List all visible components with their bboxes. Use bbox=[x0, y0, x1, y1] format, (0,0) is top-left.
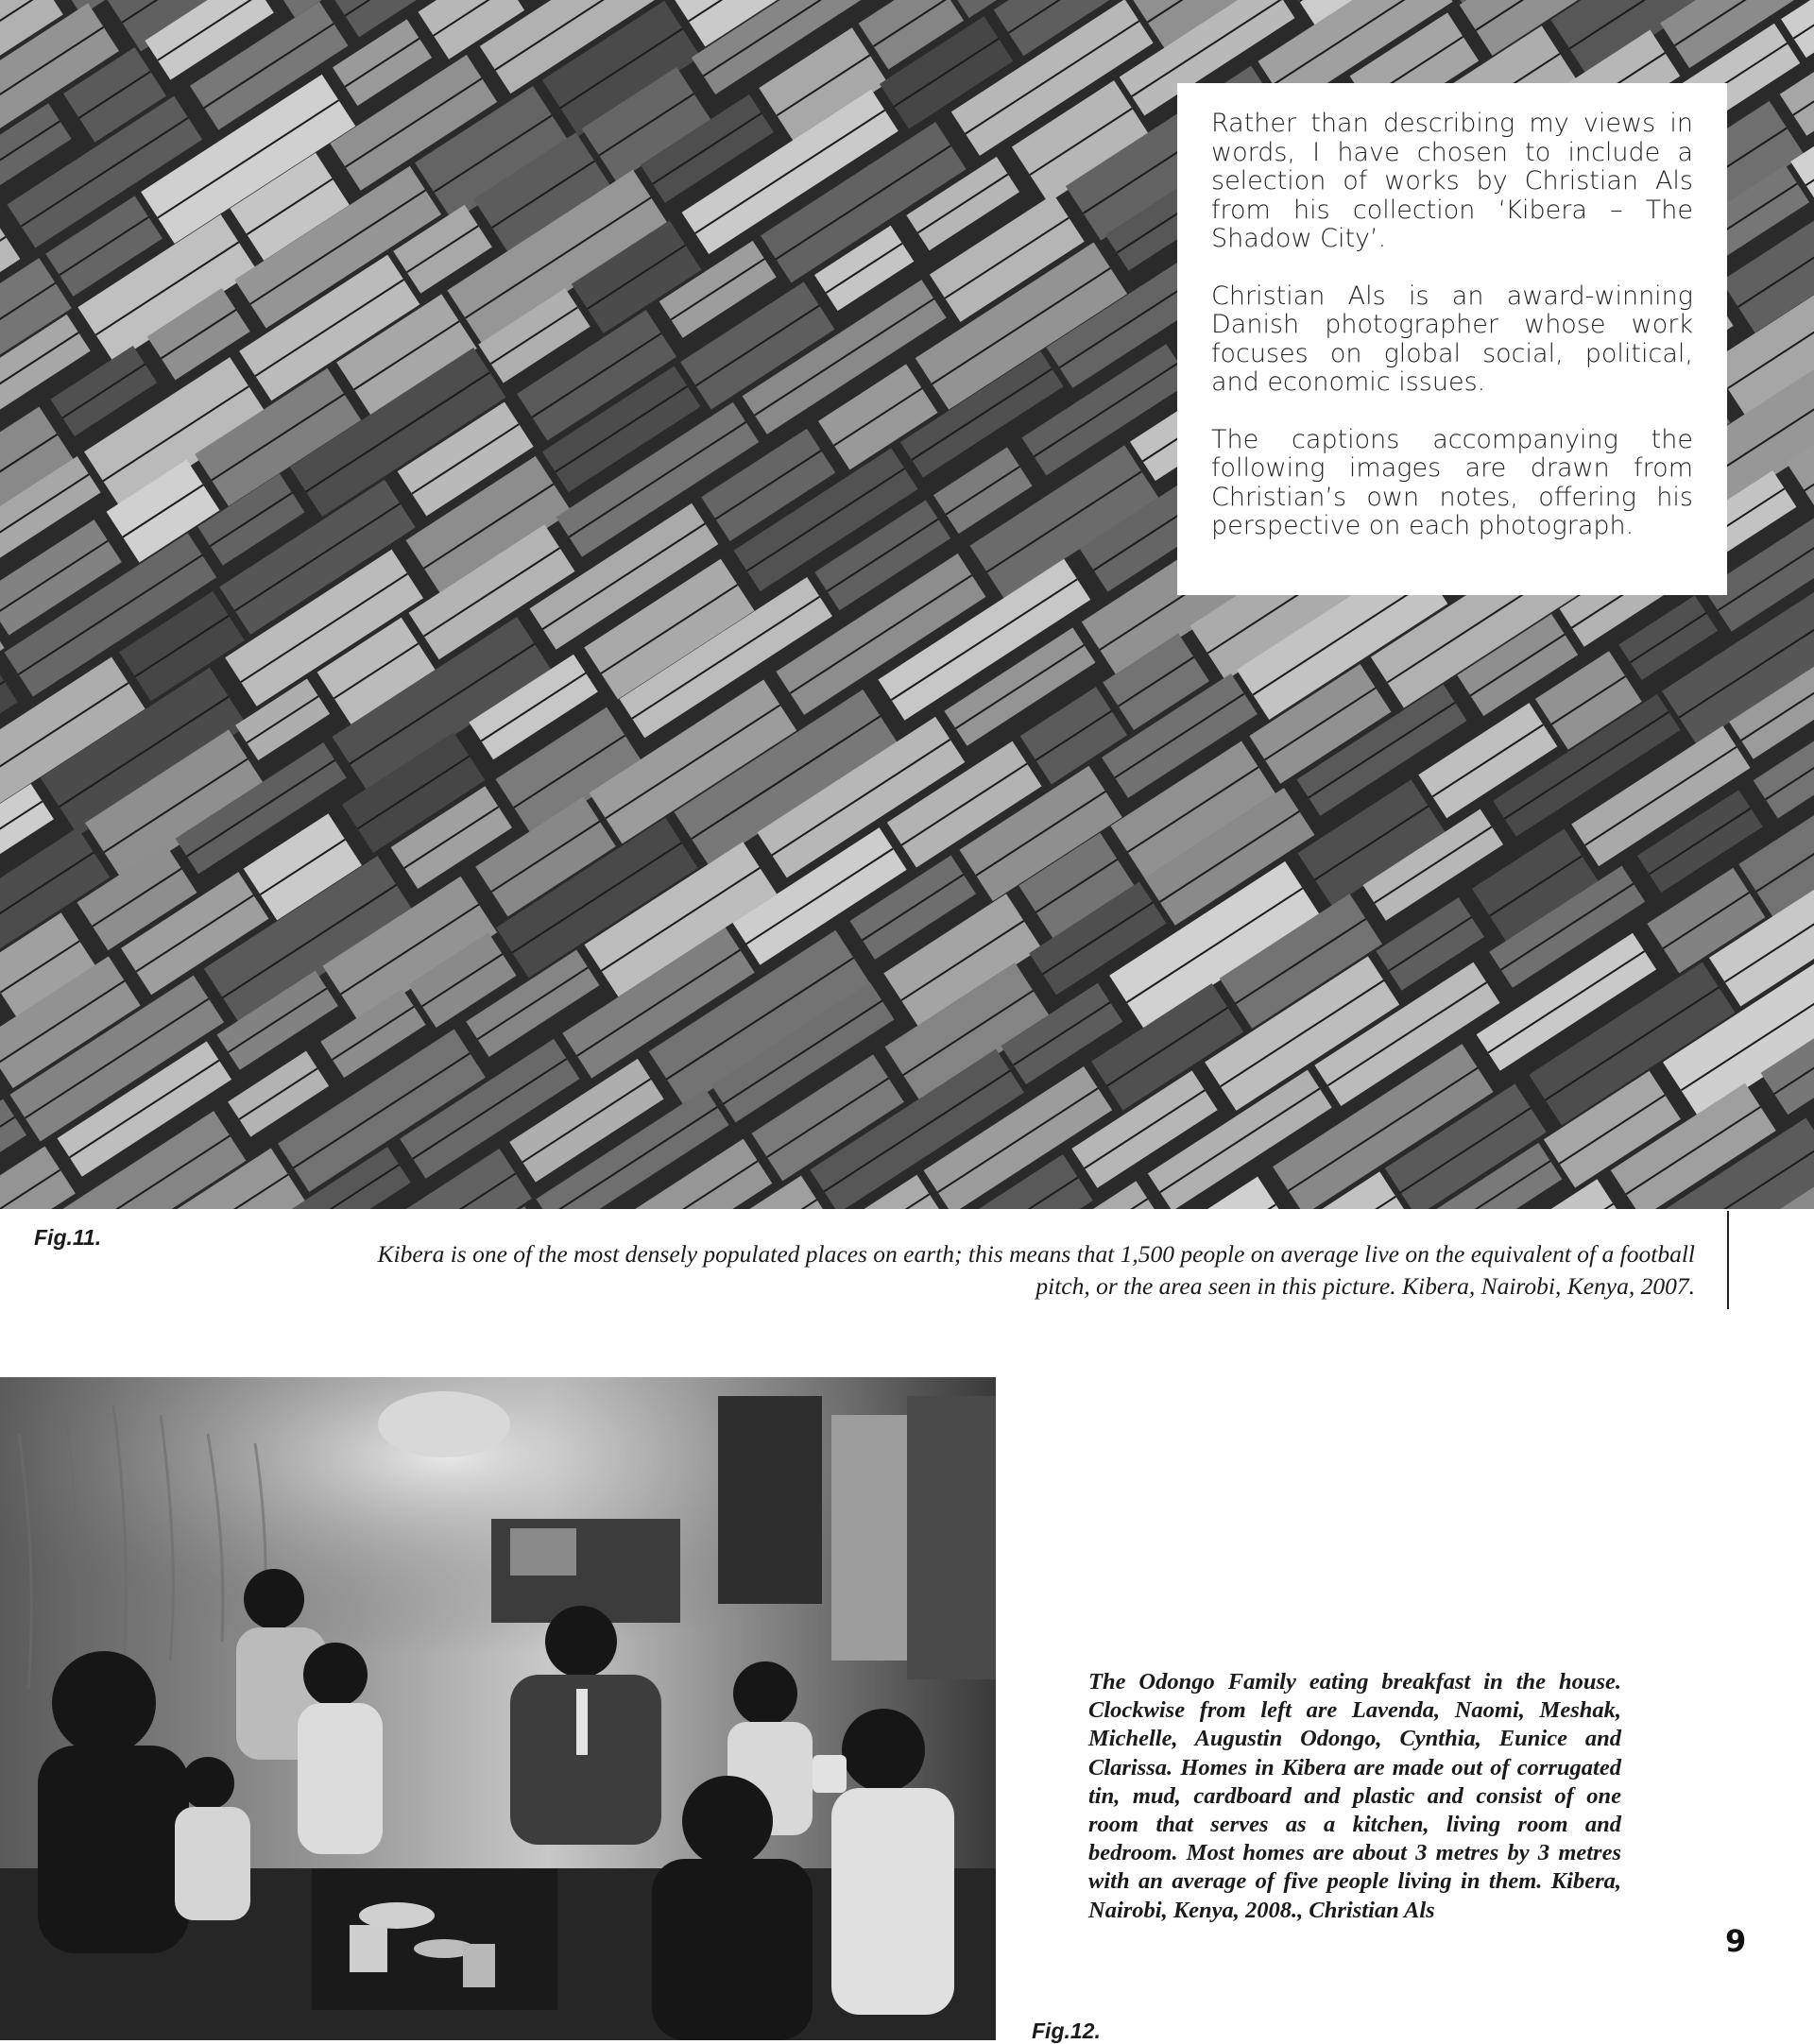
intro-paragraph-2: Christian Als is an award-winning Danish photographer whose work focuses on global social, political, and economic issues. bbox=[1211, 281, 1693, 397]
intro-paragraph-3: The captions accompanying the following images are drawn from Christian’s own notes, offering his perspective on each photograph. bbox=[1211, 424, 1693, 540]
family-photo-graphic bbox=[0, 1377, 996, 2040]
family-breakfast-photo bbox=[0, 1377, 996, 2040]
page-number: 9 bbox=[1725, 1923, 1747, 1959]
intro-paragraph-1: Rather than describing my views in words, I have chosen to include a selection of works by Christian Als from his collection ‘Kibera – The Shadow City’. bbox=[1211, 109, 1693, 253]
figure-11-label: Fig.11. bbox=[34, 1225, 102, 1250]
caption-divider-rule bbox=[1727, 1211, 1729, 1309]
figure-11-caption: Kibera is one of the most densely populated places on earth; this means that 1,500 people on average live on the equivalent of a football pitch, or the area seen in this picture. Kibera, Nairobi, Kenya, 2007. bbox=[377, 1240, 1695, 1300]
figure-12-caption: The Odongo Family eating breakfast in the house. Clockwise from left are Lavenda, Naomi, Meshak, Michelle, Augustin Odongo, Cynthia, Eunice and Clarissa. Homes in Kibera are made out of corrugated tin, mud, cardboard and plastic and consist of one room that serves as a kitchen, living room and bedroom. Most homes are about 3 metres by 3 metres with an average of five people living in them. Kibera, Nairobi, Kenya, 2008., Christian Als bbox=[1088, 1669, 1621, 1923]
figure-12-label: Fig.12. bbox=[1032, 2018, 1101, 2043]
intro-text-box bbox=[1177, 83, 1727, 595]
